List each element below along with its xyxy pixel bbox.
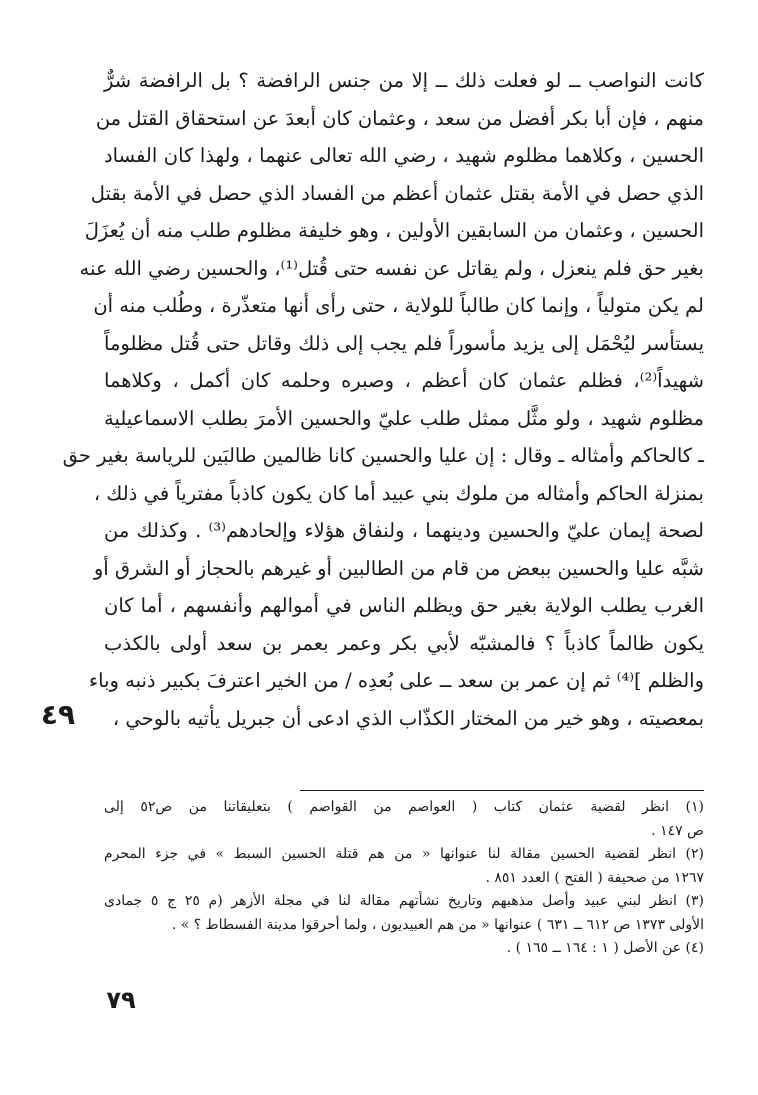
text-line: الحسين ، وكلاهما مظلوم شهيد ، رضي الله تعالى عنهما ، ولهذا كان الفساد bbox=[104, 144, 704, 167]
page-number: ٧٩ bbox=[106, 986, 136, 1014]
text-line: منهم ، فإن أبا بكر أفضل من سعد ، وعثمان كان أبعدَ عن استحقاق القتل من bbox=[95, 106, 704, 130]
text-line: والظلم ]⁽⁴⁾ ثم إن عمر بن سعد ــ على بُعدِه / من الخير اعترفَ بكبير ذنبه وباء bbox=[88, 669, 704, 692]
source-page-marker: ٤٩ bbox=[40, 698, 76, 731]
footnote-line: (١) انظر لقضية عثمان كتاب ( العواصم من القواصم ) بتعليقاتنا من ص٥٢ إلى bbox=[104, 799, 704, 815]
text-line: يستأسر ليُحْمَل إلى يزيد مأسوراً فلم يجب إلى ذلك وقاتل حتى قُتل مظلوماً bbox=[104, 331, 704, 355]
text-line: بغير حق فلم ينعزل ، ولم يقاتل عن نفسه حتى قُتل⁽¹⁾، والحسين رضي الله عنه bbox=[79, 256, 704, 280]
footnote-line: الأولى ١٣٧٣ ص ٦١٢ ــ ٦٣١ ) عنوانها « من هم العبيديون ، ولما أحرقوا مدينة الفسطاط ؟ » . bbox=[171, 916, 704, 933]
footnote-line: (٣) انظر لبني عبيد وأصل مذهبهم وتاريخ نشأتهم مقالة لنا في مجلة الأزهر (م ٢٥ ج ٥ جمادى bbox=[104, 893, 704, 909]
text-line: يكون ظالماً كاذباً ؟ فالمشبّه لأبي بكر وعمر بعمر بن سعد أولى بالكذب bbox=[104, 631, 704, 655]
footnotes-block bbox=[104, 796, 704, 961]
text-line: كانت النواصب ــ لو فعلت ذلك ــ إلا من جنس الرافضة ؟ بل الرافضة شرٌّ bbox=[104, 69, 704, 92]
text-line: الغرب يطلب الولاية بغير حق ويظلم الناس في أموالهم وأنفسهم ، أما كان bbox=[104, 594, 704, 617]
text-line: ـ كالحاكم وأمثاله ـ وقال : إن عليا والحسين كانا ظالمين طالبَين للرياسة بغير حق bbox=[62, 444, 704, 467]
text-line: شبَّه عليا والحسين ببعض من قام من الطالبين أو غيرهم بالحجاز أو الشرق أو bbox=[93, 556, 704, 580]
footnote-line: ١٢٦٧ من صحيفة ( الفتح ) العدد ٨٥١ . bbox=[485, 869, 704, 886]
main-text-block bbox=[62, 62, 704, 737]
footnote-line: (٢) انظر لقضية الحسين مقالة لنا عنوانها « من هم قتلة الحسين السبط » في جزء المحرم bbox=[104, 846, 704, 862]
footnote-line: ص ١٤٧ . bbox=[651, 822, 704, 839]
text-line: لم يكن متولياً ، وإنما كان طالباً للولاية ، حتى رأى أنها متعذّرة ، وطُلب منه أن bbox=[93, 294, 704, 317]
footnote-line: (٤) عن الأصل ( ١ : ١٦٤ ــ ١٦٥ ) . bbox=[506, 940, 704, 956]
text-line: لصحة إيمان عليّ والحسين ودينهما ، ولنفاق هؤلاء وإلحادهم⁽³⁾ . وكذلك من bbox=[104, 519, 704, 542]
text-line: بمنزلة الحاكم وأمثاله من ملوك بني عبيد أما كان يكون كاذباً مفترياً في ذلك ، bbox=[93, 481, 704, 505]
text-line: مظلوم شهيد ، ولو مثَّل ممثل طلب عليّ والحسين الأمرَ بطلب الاسماعيلية bbox=[104, 406, 704, 430]
text-line: بمعصيته ، وهو خير من المختار الكذّاب الذي ادعى أن جبريل يأتيه بالوحي ، bbox=[112, 706, 704, 730]
footnote-separator bbox=[300, 790, 704, 791]
text-line: شهيداً⁽²⁾، فظلم عثمان كان أعظم ، وصبره وحلمه كان أكمل ، وكلاهما bbox=[104, 369, 704, 392]
text-line: الحسين ، وعثمان من السابقين الأولين ، وهو خليفة مظلوم طلب منه أن يُعزَلَ bbox=[84, 219, 704, 242]
text-line: الذي حصل في الأمة بقتل عثمان أعظم من الفساد الذي حصل في الأمة بقتل bbox=[90, 181, 704, 205]
